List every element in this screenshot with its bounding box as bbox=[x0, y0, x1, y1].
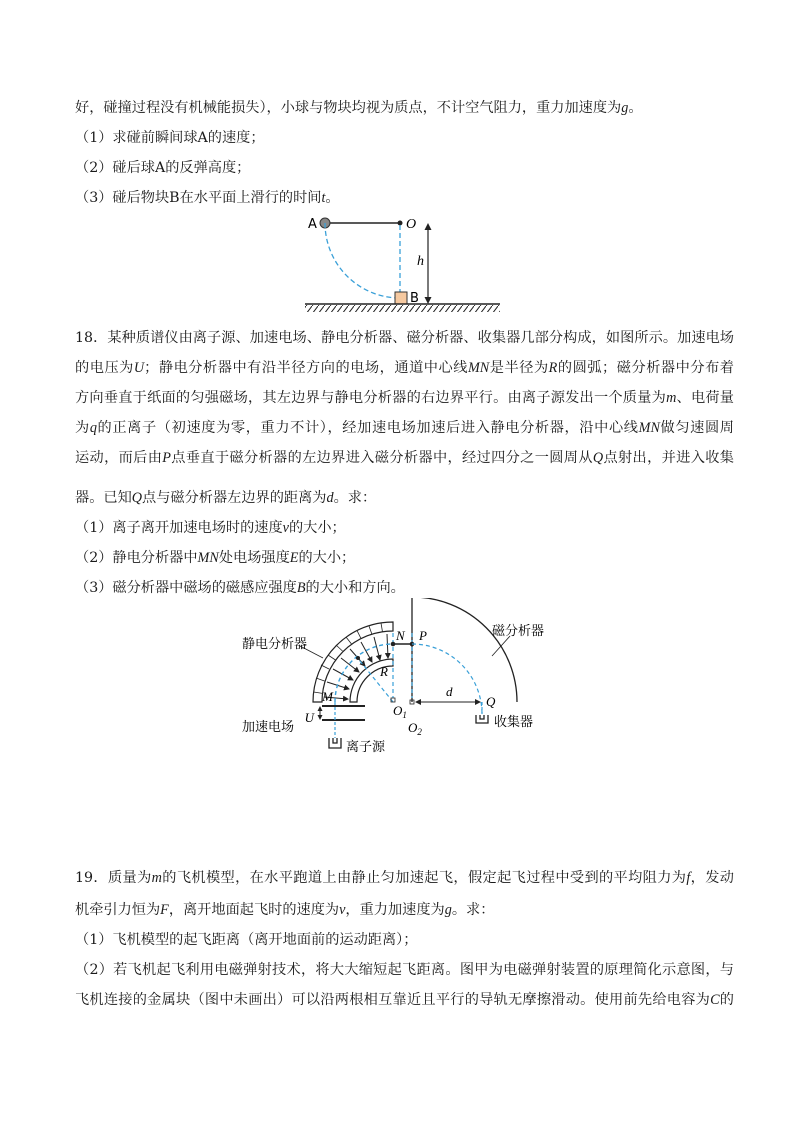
label-esa: 静电分析器 bbox=[242, 637, 308, 652]
label-o1: $O_1$ bbox=[393, 703, 407, 720]
point-n bbox=[391, 642, 396, 647]
label-a: A bbox=[308, 217, 317, 232]
q18-line-1: 18．某种质谱仪由离子源、加速电场、静电分析器、磁分析器、收集器几部分构成，如图所示。加速电场 bbox=[75, 330, 734, 346]
label-q: Q bbox=[486, 694, 496, 709]
q19-subquestion-1: （1）飞机模型的起飞距离（离开地面前的运动距离）； bbox=[75, 932, 418, 948]
q19-line-2: 机牵引力恒为F，离开地面起飞时的速度为v，重力加速度为g。求： bbox=[75, 902, 495, 918]
label-u: U bbox=[304, 710, 314, 725]
label-h: h bbox=[417, 254, 424, 269]
q18-subquestion-1: （1）离子离开加速电场时的速度v的大小； bbox=[75, 520, 346, 536]
q18-line-3: 方向垂直于纸面的匀强磁场，其左边界与静电分析器的右边界平行。由离子源发出一个质量为m、电荷量 bbox=[75, 390, 734, 406]
voltage-arrow-bottom bbox=[318, 715, 323, 720]
label-col: 收集器 bbox=[494, 715, 534, 730]
label-r: R bbox=[380, 664, 388, 679]
ground-hatch bbox=[305, 305, 500, 312]
label-o: O bbox=[406, 217, 417, 232]
label-o2: $O_2$ bbox=[408, 720, 422, 737]
q18-line-2: 的电压为U；静电分析器中有沿半径方向的电场，通道中心线MN是半径为R的圆弧；磁分析器中分布着 bbox=[75, 360, 734, 376]
q18-line-6: 器。已知Q点与磁分析器左边界的距离为d。求： bbox=[75, 490, 377, 506]
swing-arc bbox=[325, 223, 400, 298]
q17-subquestion-1: （1）求碰前瞬间球A的速度； bbox=[75, 130, 265, 146]
q18-line-5: 运动，而后由P点垂直于磁分析器的左边界进入磁分析器中，经过四分之一圆周从Q点射出，并进入收集 bbox=[75, 450, 734, 466]
label-d: d bbox=[446, 684, 453, 699]
ion-source bbox=[329, 738, 341, 748]
label-n: N bbox=[396, 628, 405, 643]
q19-subquestion-2: （2）若飞机起飞利用电磁弹射技术，将大大缩短起飞距离。图甲为电磁弹射装置的原理简化示意图，与 bbox=[75, 962, 734, 978]
q18-line-4: 为q的正离子（初速度为零，重力不计），经加速电场加速后进入静电分析器，沿中心线MN做匀速圆周 bbox=[75, 420, 734, 436]
block-b bbox=[395, 292, 407, 304]
label-acc: 加速电场 bbox=[242, 720, 295, 735]
q17-subquestion-2: （2）碰后球A的反弹高度； bbox=[75, 160, 251, 176]
q18-subquestion-3: （3）磁分析器中磁场的磁感应强度B的大小和方向。 bbox=[75, 580, 405, 596]
height-arrow-top bbox=[425, 223, 432, 230]
label-msa: 磁分析器 bbox=[492, 624, 545, 639]
height-arrow-bottom bbox=[425, 297, 432, 304]
label-p: P bbox=[419, 628, 427, 643]
q19-line-1: 19．质量为m的飞机模型，在水平跑道上由静止匀加速起飞，假定起飞过程中受到的平均阻力为f，发动 bbox=[75, 870, 734, 886]
q17-continuation-line: 好，碰撞过程没有机械能损失），小球与物块均视为质点，不计空气阻力，重力加速度为g。 bbox=[75, 100, 643, 116]
label-m: M bbox=[322, 689, 333, 704]
collector bbox=[476, 715, 488, 723]
q19-line-4: 飞机连接的金属块（图中未画出）可以沿两根相互靠近且平行的导轨无摩擦滑动。使用前先给电容为C的 bbox=[75, 992, 734, 1008]
voltage-arrow-top bbox=[318, 706, 323, 711]
label-src: 离子源 bbox=[346, 740, 386, 755]
msa-leader bbox=[492, 636, 510, 656]
q18-subquestion-2: （2）静电分析器中MN处电场强度E的大小； bbox=[75, 550, 356, 566]
q18-figure-mass-spectrometer bbox=[230, 598, 570, 773]
q17-figure-pendulum bbox=[300, 210, 520, 315]
q17-subquestion-3: （3）碰后物块B在水平面上滑行的时间t。 bbox=[75, 190, 340, 206]
ion-path-magnetic bbox=[412, 644, 482, 714]
point-on-arc bbox=[356, 656, 360, 660]
label-b: B bbox=[410, 291, 419, 306]
pivot-o bbox=[398, 221, 403, 226]
magnetic-analyzer bbox=[412, 598, 517, 702]
